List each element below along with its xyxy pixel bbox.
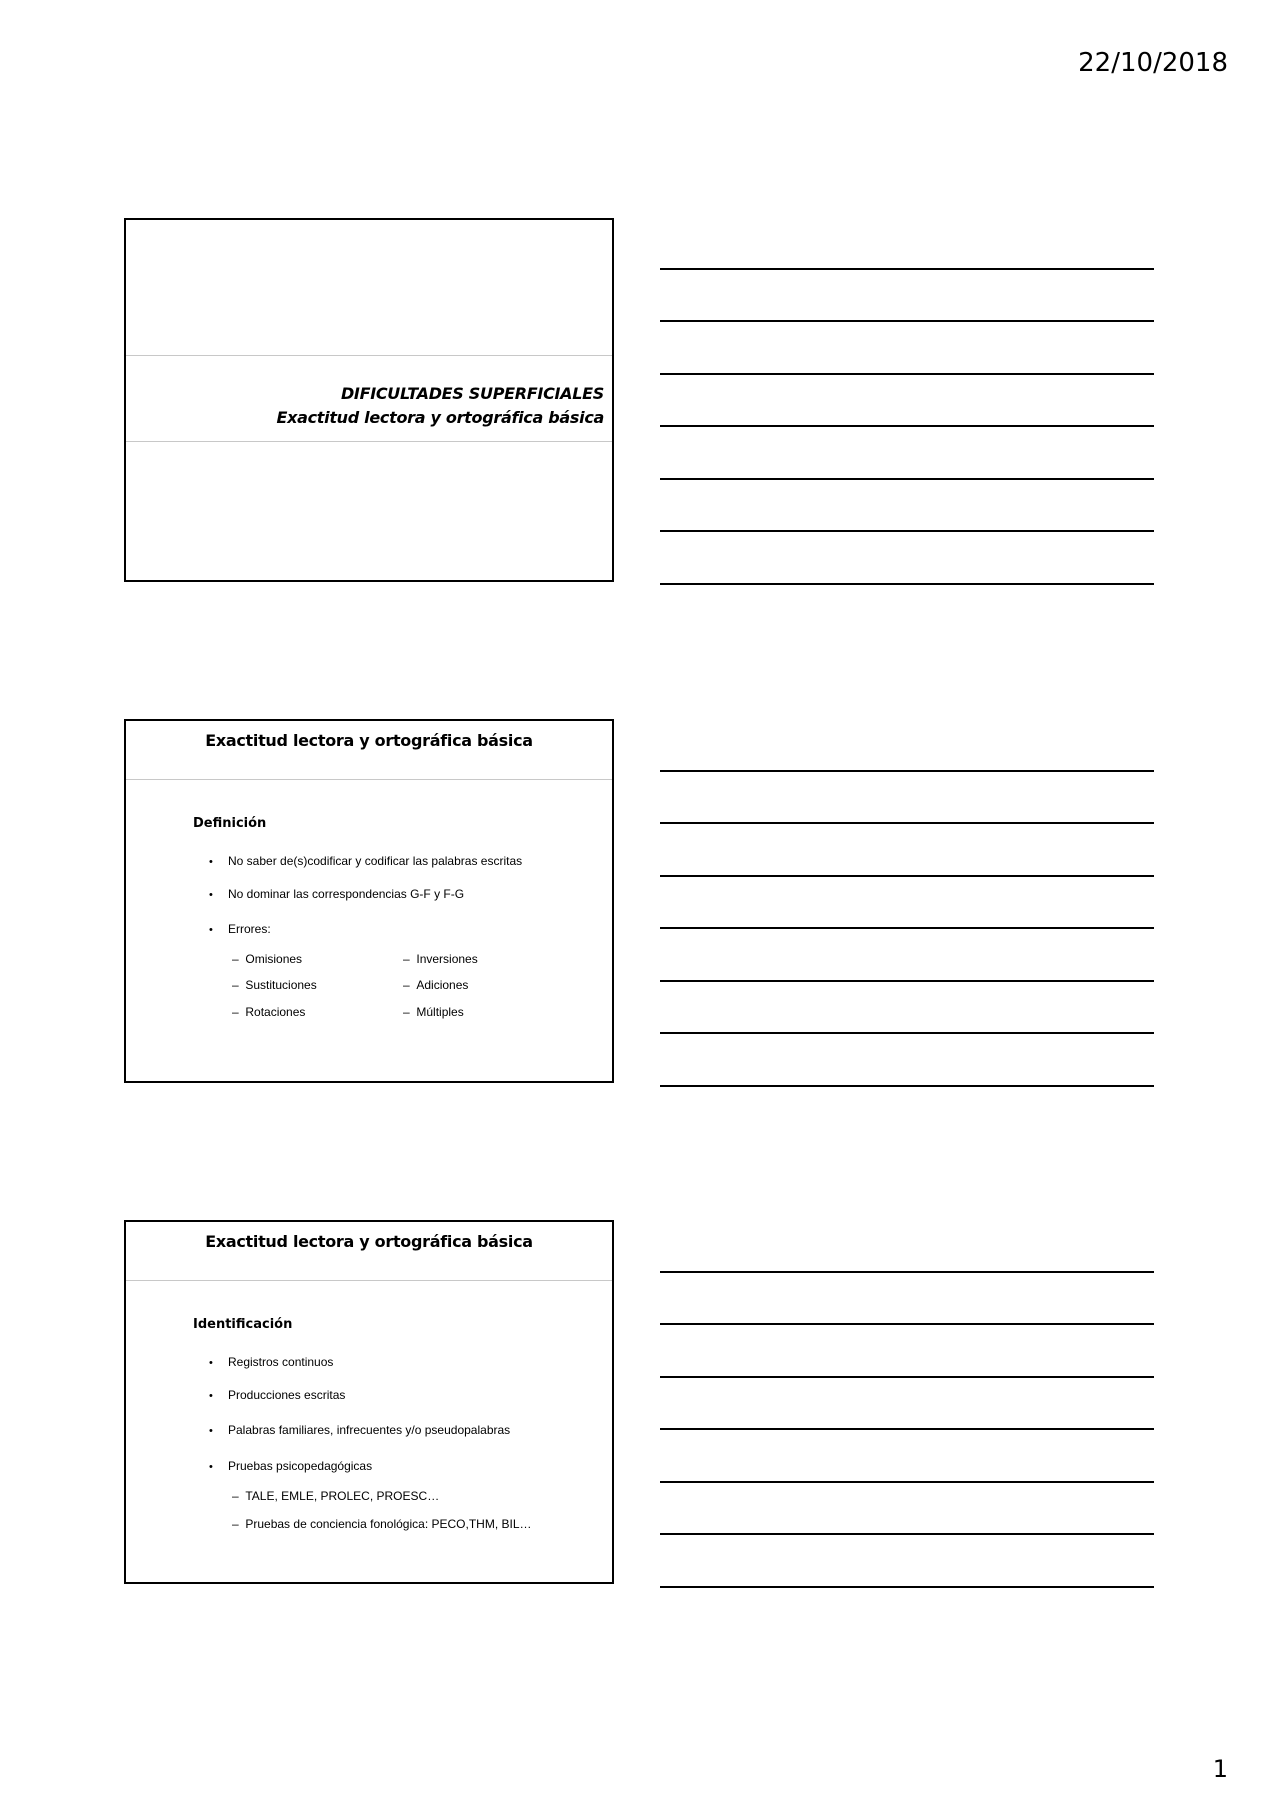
title-band [126,355,612,442]
dash-icon: – [232,1517,239,1531]
dash-icon: – [403,1005,410,1019]
slide-header [126,721,612,780]
note-line [660,822,1154,824]
sub-item: – Pruebas de conciencia fonológica: PECO,THM, BIL… [232,1517,532,1531]
slide-1-thumbnail [124,218,614,582]
bullet-icon: • [209,856,213,868]
slide-header [126,1222,612,1281]
dash-icon: – [403,952,410,966]
slide-title: Exactitud lectora y ortográfica básica [205,731,533,750]
note-line [660,1032,1154,1034]
document-date: 22/10/2018 [1078,48,1228,78]
dash-icon: – [403,978,410,992]
slide-title: Exactitud lectora y ortográfica básica [205,1232,533,1251]
error-item: – Adiciones [403,978,469,992]
bullet-item: • Producciones escritas [209,1388,346,1402]
bullet-icon: • [209,1390,213,1402]
bullet-item: • Errores: [209,922,271,936]
slide-3-thumbnail [124,1220,614,1584]
note-line [660,530,1154,532]
sub-item: – TALE, EMLE, PROLEC, PROESC… [232,1489,440,1503]
bullet-icon: • [209,1425,213,1437]
note-line [660,1428,1154,1430]
slide-title-line-1: DIFICULTADES SUPERFICIALES [340,384,604,403]
slide-subtitle: Identificación [193,1317,293,1332]
error-item: – Inversiones [403,952,478,966]
slide-title-line-2: Exactitud lectora y ortográfica básica [276,408,604,427]
bullet-icon: • [209,1461,213,1473]
note-line [660,478,1154,480]
bullet-item: • Pruebas psicopedagógicas [209,1459,373,1473]
dash-icon: – [232,978,239,992]
bullet-icon: • [209,924,213,936]
note-line [660,1323,1154,1325]
slide-title [276,382,604,430]
note-line [660,425,1154,427]
dash-icon: – [232,1005,239,1019]
bullet-icon: • [209,889,213,901]
note-line [660,1085,1154,1087]
error-item: – Sustituciones [232,978,317,992]
dash-icon: – [232,952,239,966]
dash-icon: – [232,1489,239,1503]
error-item: – Rotaciones [232,1005,306,1019]
note-line [660,1481,1154,1483]
note-line [660,583,1154,585]
bullet-item: • Palabras familiares, infrecuentes y/o pseudopalabras [209,1423,511,1437]
note-line [660,770,1154,772]
error-item: – Omisiones [232,952,303,966]
note-line [660,268,1154,270]
bullet-icon: • [209,1357,213,1369]
note-line [660,1376,1154,1378]
note-line [660,1271,1154,1273]
bullet-item: • No dominar las correspondencias G-F y F-G [209,887,465,901]
note-line [660,980,1154,982]
slide-2-thumbnail [124,719,614,1083]
error-item: – Múltiples [403,1005,464,1019]
note-line [660,1533,1154,1535]
slide-subtitle: Definición [193,816,267,831]
bullet-item: • Registros continuos [209,1355,334,1369]
note-line [660,1586,1154,1588]
note-line [660,927,1154,929]
page-number: 1 [1212,1755,1228,1783]
bullet-item: • No saber de(s)codificar y codificar las palabras escritas [209,854,523,868]
note-line [660,875,1154,877]
note-line [660,373,1154,375]
note-line [660,320,1154,322]
